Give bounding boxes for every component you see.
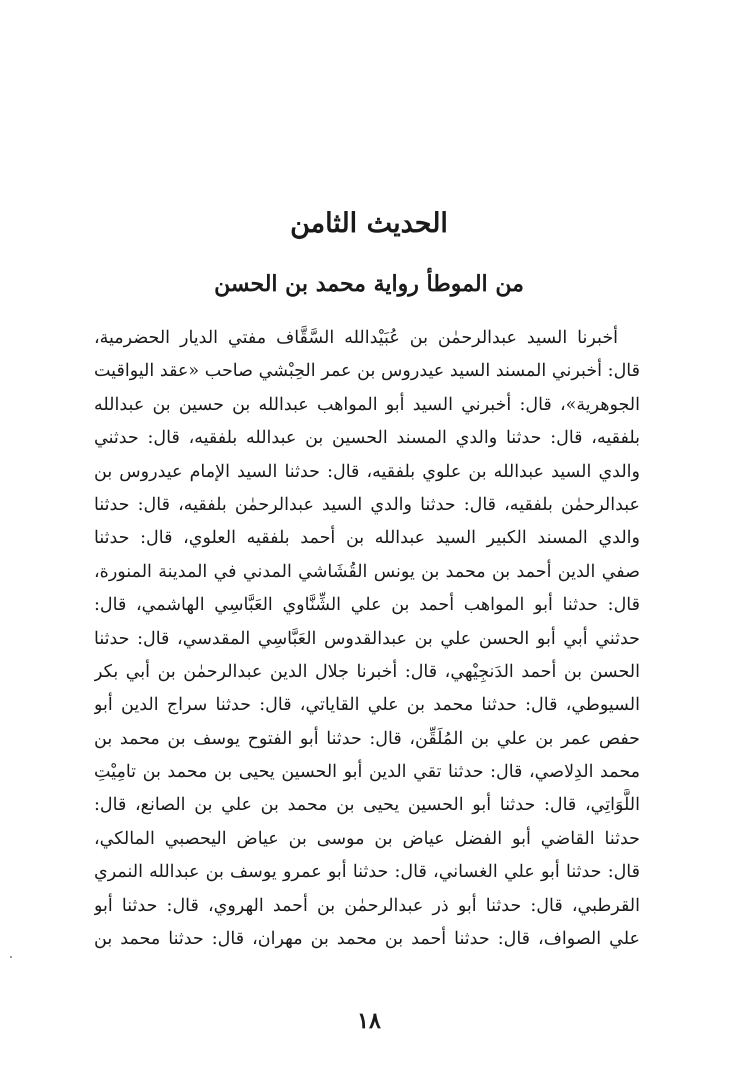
- scan-speck: [10, 956, 12, 958]
- text-line: قال: حدثنا أبو المواهب أحمد بن علي الشِّنَّاوي العَبَّاسِي الهاشمي، قال:: [94, 595, 640, 616]
- text-line: والدي السيد عبدالله بن علوي بلفقيه، قال: حدثنا السيد الإمام عيدروس بن: [94, 461, 640, 482]
- text-line: حدثني أبي أبو الحسن علي بن عبدالقدوس العَبَّاسِي المقدسي، قال: حدثنا: [94, 628, 640, 649]
- text-line: قال: أخبرني المسند السيد عيدروس بن عمر الحِبْشي صاحب «عقد اليواقيت: [94, 361, 640, 382]
- text-line: علي الصواف، قال: حدثنا أحمد بن محمد بن مهران، قال: حدثنا محمد بن: [94, 929, 640, 950]
- text-line: والدي المسند الكبير السيد عبدالله بن أحمد بلفقيه العلوي، قال: حدثنا: [94, 528, 640, 549]
- body-paragraph: [94, 322, 640, 956]
- text-line: حفص عمر بن علي بن المُلَقِّن، قال: حدثنا أبو الفتوح يوسف بن محمد بن: [94, 728, 640, 749]
- text-line: اللَّوَاتِي، قال: حدثنا أبو الحسين يحيى بن محمد بن علي بن الصانع، قال:: [94, 795, 640, 816]
- text-line: عبدالرحمٰن بلفقيه، قال: حدثنا والدي السيد عبدالرحمٰن بلفقيه، قال: حدثنا: [94, 494, 640, 515]
- text-line: السيوطي، قال: حدثنا محمد بن علي القاياتي، قال: حدثنا سراج الدين أبو: [94, 695, 640, 716]
- text-line: أخبرنا السيد عبدالرحمٰن بن عُبَيْدالله السَّقَّاف مفتي الديار الحضرمية،: [94, 328, 618, 348]
- text-line: حدثنا القاضي أبو الفضل عياض بن موسى بن عياض اليحصبي المالكي،: [94, 828, 640, 849]
- text-line: قال: حدثنا أبو علي الغساني، قال: حدثنا أبو عمرو يوسف بن عبدالله النمري: [94, 862, 640, 883]
- page-title: الحديث الثامن: [290, 208, 448, 239]
- text-line: بلفقيه، قال: حدثنا والدي المسند الحسين بن عبدالله بلفقيه، قال: حدثني: [94, 428, 640, 449]
- text-line: القرطبي، قال: حدثنا أبو ذر عبدالرحمٰن بن أحمد الهروي، قال: حدثنا أبو: [94, 895, 640, 916]
- page-subtitle: من الموطأ رواية محمد بن الحسن: [214, 271, 524, 297]
- page-number: ١٨: [357, 1008, 381, 1034]
- text-line: الحسن بن أحمد الدَنجِيْهي، قال: أخبرنا جلال الدين عبدالرحمٰن بن أبي بكر: [94, 661, 640, 682]
- text-line: صفي الدين أحمد بن محمد بن يونس القُشَاشي المدني في المدينة المنورة،: [94, 561, 640, 582]
- text-line: محمد الدِلاصي، قال: حدثنا تقي الدين أبو الحسين يحيى بن محمد بن تامِيْتِ: [94, 762, 640, 783]
- text-line: الجوهرية»، قال: أخبرني السيد أبو المواهب عبدالله بن حسين بن عبدالله: [94, 394, 640, 415]
